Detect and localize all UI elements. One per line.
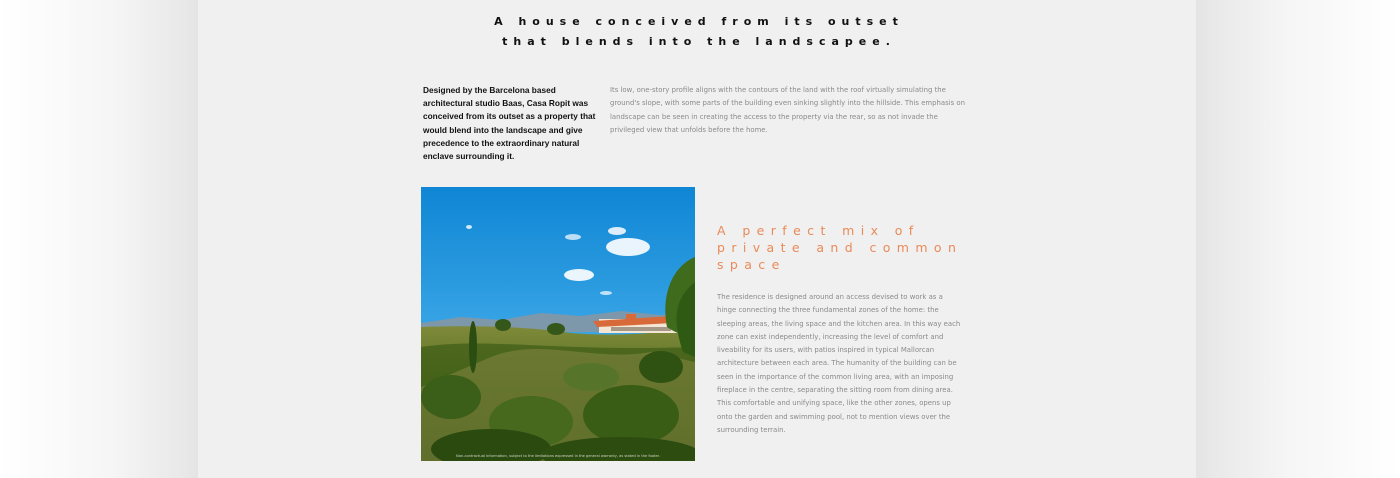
- intro-bold-paragraph: Designed by the Barcelona based architectural studio Baas, Casa Ropit was conceived from its outset as a property that would blend into the landscape and give precedence to the extraordinary natural enclave surrounding it.: [423, 85, 596, 162]
- section-title: A perfect mix of private and common space: [717, 223, 963, 272]
- page-headline: [198, 12, 1196, 52]
- section-body: The residence is designed around an access devised to work as a hinge connecting the three fundamental zones of the home: the sleeping areas, the living space and the kitchen area. In this way each zone can exist independently, increasing the level of comfort and liveability for its users, with patios inspired in typical Mallorcan architecture between each area. The humanity of the building can be seen in the importance of the common living area, with an imposing fireplace in the centre, separating the sitting room from dining area. This comfortable and unifying space, like the other zones, opens up onto the garden and swimming pool, not to mention views over the surrounding terrain.: [717, 293, 961, 434]
- photo-disclaimer: Non-contractual information, subject to the limitations expressed in the general warranty, as stated in the footer.: [456, 454, 660, 458]
- intro-light-paragraph: Its low, one-story profile aligns with the contours of the land with the roof virtually simulating the ground's slope, with some parts of the building even sinking slightly into the hillside. This emphasis on landscape can be seen in creating the access to the property via the rear, so as not invade the privileged view that unfolds before the home.: [610, 86, 965, 134]
- house-landscape-photo: [421, 187, 695, 461]
- headline-line-1: A house conceived from its outset: [494, 15, 904, 28]
- headline-line-2: that blends into the landscapee.: [502, 35, 896, 48]
- content-panel: [198, 0, 1196, 478]
